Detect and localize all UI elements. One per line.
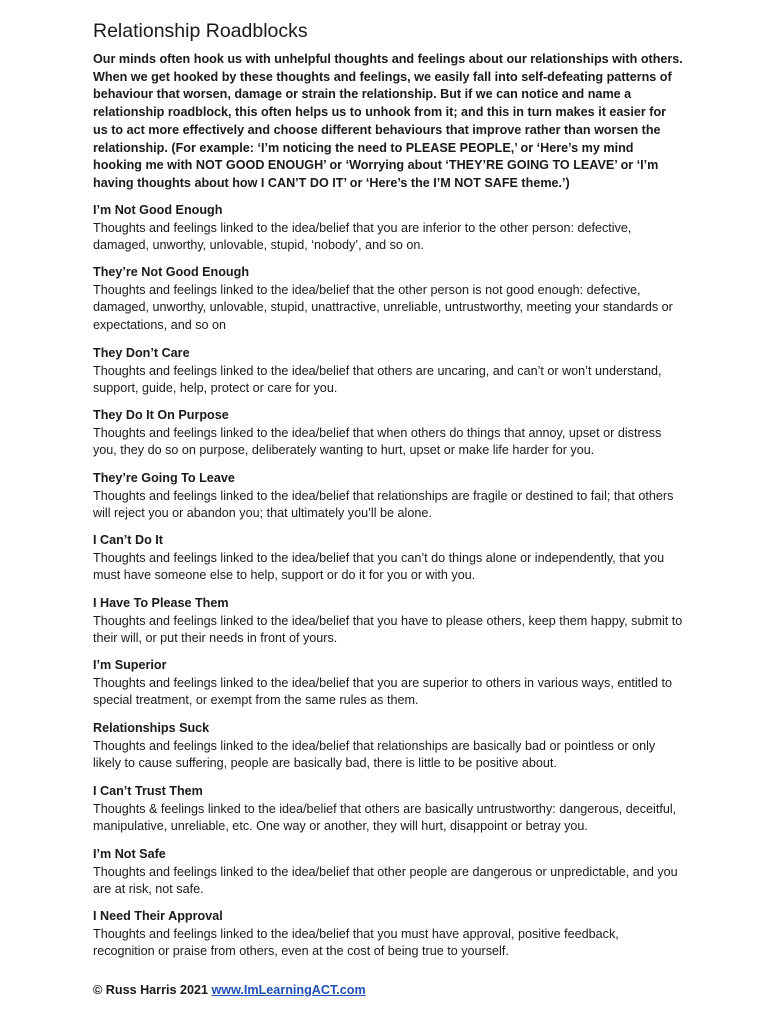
section-heading: I Need Their Approval	[93, 909, 223, 923]
intro-paragraph: Our minds often hook us with unhelpful thoughts and feelings about our relationships with others. When we get hooked by these thoughts and feelings, we easily fall into self-defeating patterns of behaviour that worsen, damage or strain the relationship. But if we can notice and name a relationship roadblock, this often helps us to unhook from it; and this in turn makes it easier for us to act more effectively and choose different behaviours that improve rather than worsen the relationship. (For example: ‘I’m noticing the need to PLEASE PEOPLE,’ or ‘Here’s my mind hooking me with NOT GOOD ENOUGH’ or ‘Worrying about ‘THEY’RE GOING TO LEAVE’ or ‘I’m having thoughts about how I CAN’T DO IT’ or ‘Here’s the I’M NOT SAFE theme.’)	[93, 52, 683, 190]
website-link[interactable]: www.ImLearningACT.com	[211, 983, 366, 997]
section-theyre-not-good-enough	[93, 264, 683, 335]
section-im-superior	[93, 657, 683, 710]
section-text: Thoughts and feelings linked to the idea/belief that you are inferior to the other person: defective, damaged, unworthy, unlovable, stupid, ‘nobody’, and so on.	[93, 220, 632, 253]
section-i-need-their-approval	[93, 908, 683, 961]
copyright-text: © Russ Harris 2021	[93, 983, 208, 997]
section-text: Thoughts and feelings linked to the idea/belief that you can’t do things alone or independently, that you must have someone else to help, support or do it for you or with you.	[93, 550, 665, 583]
page-title: Relationship Roadblocks	[93, 20, 308, 42]
section-heading: They’re Not Good Enough	[93, 265, 250, 279]
section-heading: I’m Superior	[93, 658, 167, 672]
section-heading: I’m Not Safe	[93, 847, 166, 861]
footer	[93, 982, 366, 999]
section-text: Thoughts and feelings linked to the idea/belief that relationships are basically bad or pointless or only likely to cause suffering, people are basically bad, there is little to be positive about.	[93, 738, 656, 771]
section-text: Thoughts and feelings linked to the idea/belief that when others do things that annoy, upset or distress you, they do so on purpose, deliberately wanting to hurt, upset or make life harder for you.	[93, 425, 662, 458]
section-heading: They’re Going To Leave	[93, 471, 235, 485]
section-i-have-to-please-them	[93, 595, 683, 648]
section-text: Thoughts and feelings linked to the idea/belief that you are superior to others in various ways, entitled to special treatment, or exempt from the same rules as them.	[93, 675, 672, 708]
section-i-cant-trust-them	[93, 783, 683, 836]
section-heading: I’m Not Good Enough	[93, 203, 223, 217]
section-heading: They Do It On Purpose	[93, 408, 229, 422]
section-relationships-suck	[93, 720, 683, 773]
section-text: Thoughts and feelings linked to the idea/belief that you must have approval, positive feedback, recognition or praise from others, even at the cost of being true to yourself.	[93, 926, 619, 959]
section-text: Thoughts & feelings linked to the idea/belief that others are basically untrustworthy: dangerous, deceitful, manipulative, unreliable, etc. One way or another, they will hurt, disappoint or betray you.	[93, 801, 677, 834]
section-im-not-safe	[93, 846, 683, 899]
section-theyre-going-to-leave	[93, 470, 683, 523]
section-heading: I Can’t Do It	[93, 533, 163, 547]
section-they-dont-care	[93, 345, 683, 398]
section-heading: I Can’t Trust Them	[93, 784, 203, 798]
section-im-not-good-enough	[93, 202, 683, 255]
section-heading: Relationships Suck	[93, 721, 210, 735]
section-heading: They Don’t Care	[93, 346, 190, 360]
section-i-cant-do-it	[93, 532, 683, 585]
section-text: Thoughts and feelings linked to the idea/belief that other people are dangerous or unpredictable, and you are at risk, not safe.	[93, 864, 678, 897]
section-they-do-it-on-purpose	[93, 407, 683, 460]
section-text: Thoughts and feelings linked to the idea/belief that the other person is not good enough: defective, damaged, unworthy, unlovable, stupid, unattractive, unreliable, untrustworthy, meeting your standards or expectations, and so on	[93, 282, 673, 333]
section-text: Thoughts and feelings linked to the idea/belief that relationships are fragile or destined to fail; that others will reject you or abandon you; that ultimately you’ll be alone.	[93, 488, 674, 521]
section-text: Thoughts and feelings linked to the idea/belief that others are uncaring, and can’t or won’t understand, support, guide, help, protect or care for you.	[93, 363, 662, 396]
section-heading: I Have To Please Them	[93, 596, 229, 610]
section-text: Thoughts and feelings linked to the idea/belief that you have to please others, keep them happy, submit to their will, or put their needs in front of yours.	[93, 613, 683, 646]
